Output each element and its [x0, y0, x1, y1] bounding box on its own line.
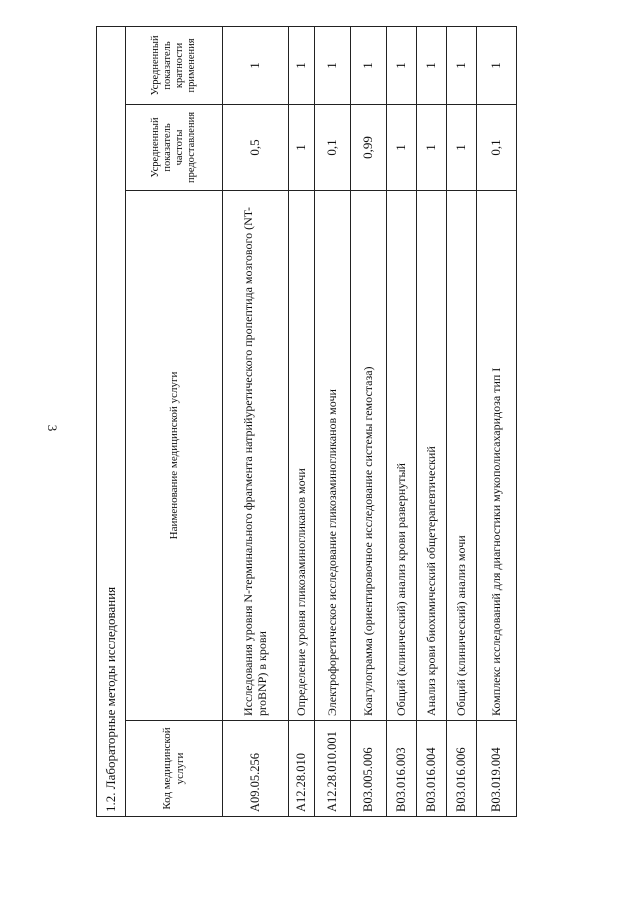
service-code: B03.005.006 [351, 721, 387, 817]
service-code: B03.016.003 [387, 721, 417, 817]
section-row [97, 26, 126, 816]
service-name: Общий (клинический) анализ мочи [447, 191, 477, 721]
header-multiplicity: Усредненный показатель кратности применения [126, 26, 223, 104]
service-name: Анализ крови биохимический общетерапевтический [417, 191, 447, 721]
table-row [351, 26, 387, 816]
frequency-value: 0,1 [315, 105, 351, 191]
frequency-value: 0,5 [223, 105, 289, 191]
multiplicity-value: 1 [351, 26, 387, 104]
header-code: Код медицинской услуги [126, 721, 223, 817]
service-name: Исследования уровня N-терминального фрагмента натрийуретического пропептида мозгового (NT-proBNP) в крови [223, 191, 289, 721]
multiplicity-value: 1 [315, 26, 351, 104]
service-code: A12.28.010 [289, 721, 315, 817]
service-name: Общий (клинический) анализ крови развернутый [387, 191, 417, 721]
frequency-value: 1 [289, 105, 315, 191]
service-code: B03.019.004 [477, 721, 517, 817]
header-name: Наименование медицинской услуги [126, 191, 223, 721]
frequency-value: 1 [447, 105, 477, 191]
multiplicity-value: 1 [387, 26, 417, 104]
header-row [126, 26, 223, 816]
rotated-table-container [96, 27, 616, 817]
multiplicity-value: 1 [417, 26, 447, 104]
service-code: A09.05.256 [223, 721, 289, 817]
header-frequency: Усредненный показатель частоты предоставления [126, 105, 223, 191]
multiplicity-value: 1 [477, 26, 517, 104]
multiplicity-value: 1 [223, 26, 289, 104]
frequency-value: 1 [417, 105, 447, 191]
services-table [96, 26, 517, 817]
service-name: Электрофоретическое исследование гликозаминогликанов мочи [315, 191, 351, 721]
service-code: B03.016.006 [447, 721, 477, 817]
frequency-value: 0,1 [477, 105, 517, 191]
frequency-value: 0,99 [351, 105, 387, 191]
multiplicity-value: 1 [289, 26, 315, 104]
service-name: Коагулограмма (ориентировочное исследование системы гемостаза) [351, 191, 387, 721]
section-title: 1.2. Лабораторные методы исследования [97, 26, 126, 816]
service-code: B03.016.004 [417, 721, 447, 817]
table-row [387, 26, 417, 816]
table-row [289, 26, 315, 816]
table-row [447, 26, 477, 816]
table-row [223, 26, 289, 816]
service-name: Определение уровня гликозаминогликанов мочи [289, 191, 315, 721]
table-row [315, 26, 351, 816]
table-row [477, 26, 517, 816]
table-row [417, 26, 447, 816]
service-name: Комплекс исследований для диагностики мукополисахаридоза тип I [477, 191, 517, 721]
page-number: 3 [45, 424, 60, 432]
multiplicity-value: 1 [447, 26, 477, 104]
frequency-value: 1 [387, 105, 417, 191]
service-code: A12.28.010.001 [315, 721, 351, 817]
